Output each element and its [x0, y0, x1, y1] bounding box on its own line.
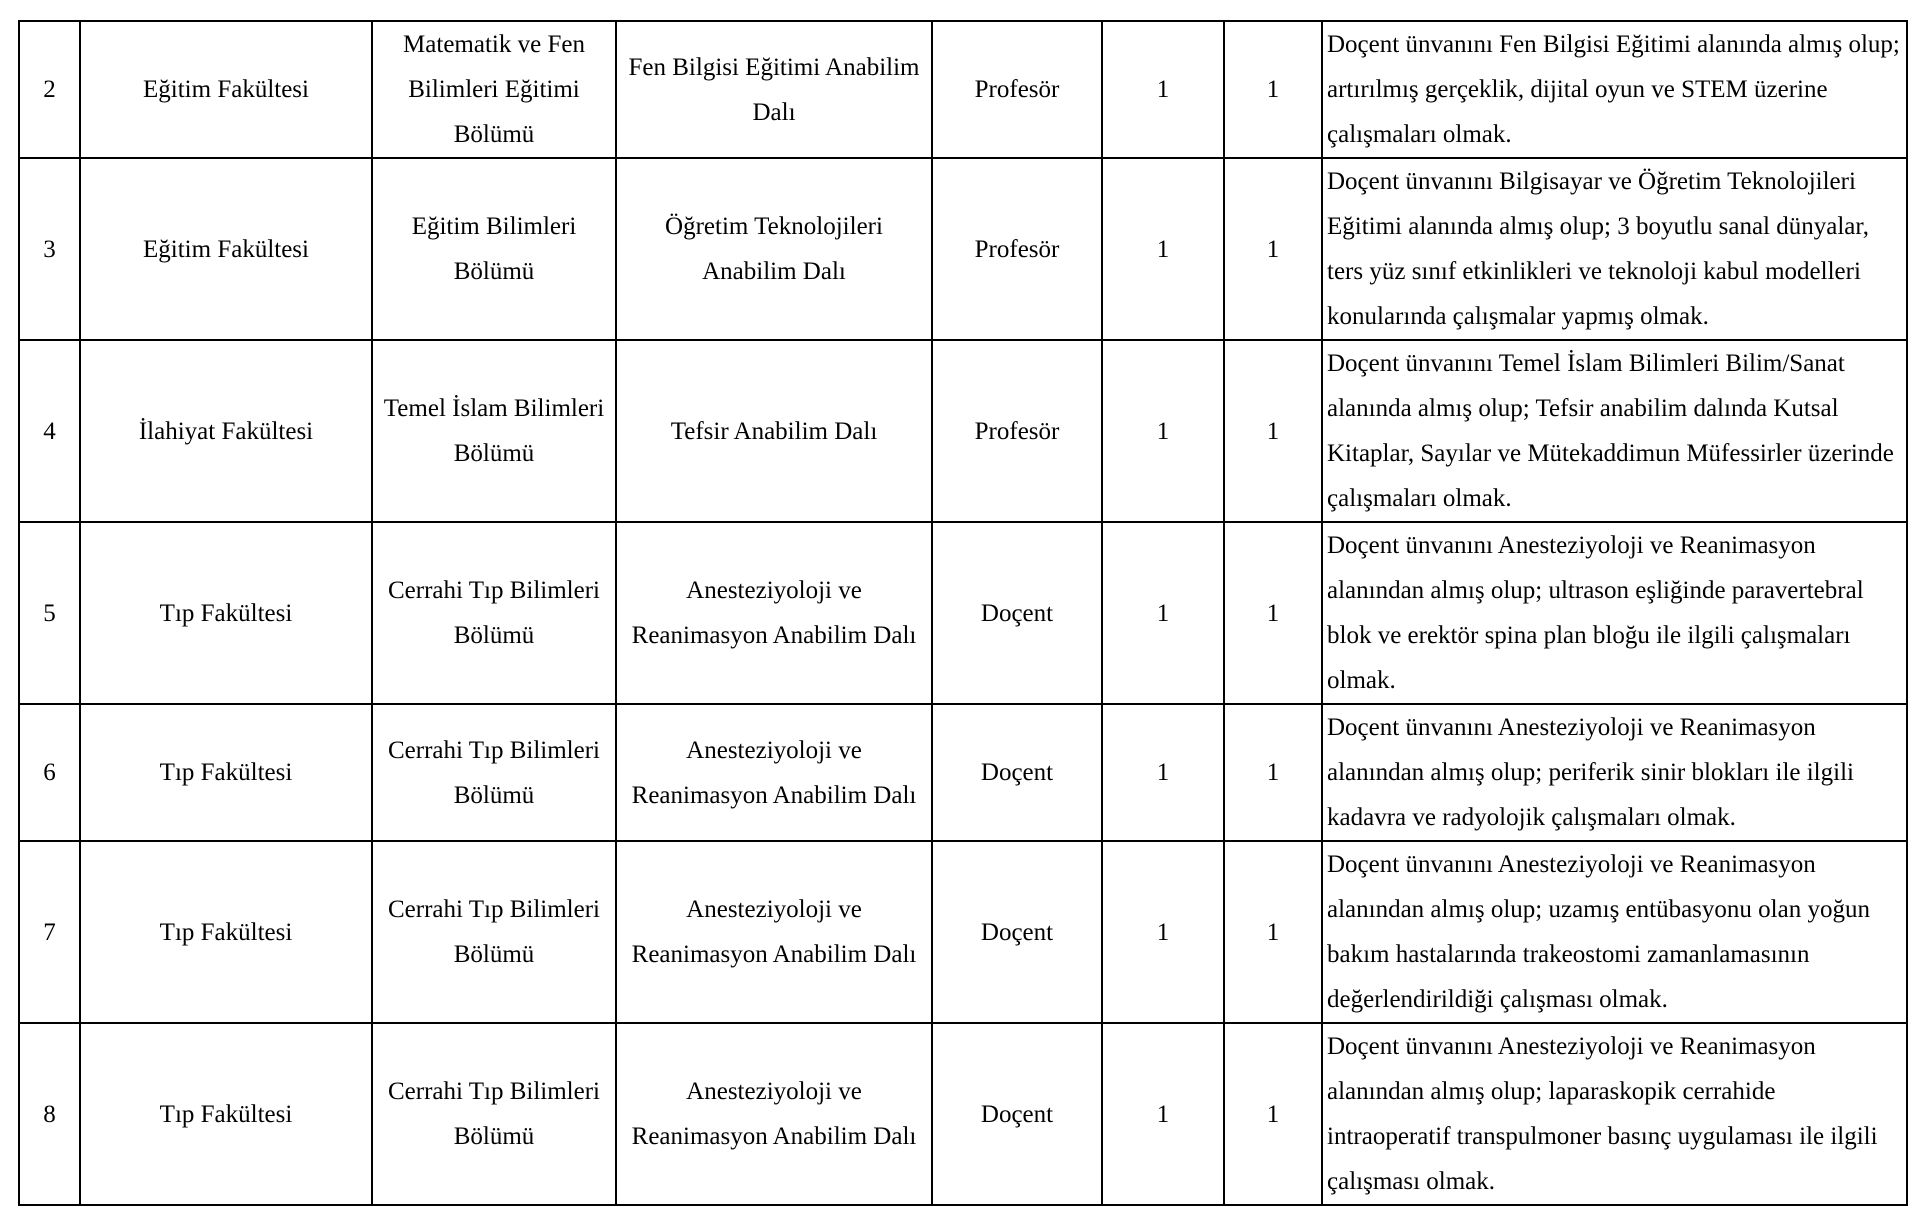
count-cell: 1 [1224, 158, 1322, 340]
table-row [19, 21, 1907, 158]
title-cell: Doçent [932, 522, 1102, 704]
division-cell: Anesteziyoloji ve Reanimasyon Anabilim Dalı [616, 841, 932, 1023]
faculty-cell: Tıp Fakültesi [80, 522, 372, 704]
department-cell: Matematik ve Fen Bilimleri Eğitimi Bölümü [372, 21, 616, 158]
title-cell: Profesör [932, 340, 1102, 522]
faculty-cell: Tıp Fakültesi [80, 841, 372, 1023]
count-cell: 1 [1224, 340, 1322, 522]
department-cell: Cerrahi Tıp Bilimleri Bölümü [372, 1023, 616, 1205]
row-number: 8 [19, 1023, 80, 1205]
table-row [19, 340, 1907, 522]
division-cell: Anesteziyoloji ve Reanimasyon Anabilim Dalı [616, 1023, 932, 1205]
degree-cell: 1 [1102, 1023, 1224, 1205]
division-cell: Anesteziyoloji ve Reanimasyon Anabilim Dalı [616, 522, 932, 704]
faculty-cell: Eğitim Fakültesi [80, 158, 372, 340]
title-cell: Doçent [932, 704, 1102, 841]
table-row [19, 158, 1907, 340]
requirement-cell: Doçent ünvanını Anesteziyoloji ve Reanimasyon alanından almış olup; periferik sinir blokları ile ilgili kadavra ve radyolojik çalışmaları olmak. [1322, 704, 1907, 841]
division-cell: Fen Bilgisi Eğitimi Anabilim Dalı [616, 21, 932, 158]
row-number: 6 [19, 704, 80, 841]
title-cell: Doçent [932, 841, 1102, 1023]
row-number: 7 [19, 841, 80, 1023]
count-cell: 1 [1224, 704, 1322, 841]
requirement-cell: Doçent ünvanını Anesteziyoloji ve Reanimasyon alanından almış olup; laparaskopik cerrahide intraoperatif transpulmoner basınç uygulaması ile ilgili çalışması olmak. [1322, 1023, 1907, 1205]
title-cell: Profesör [932, 158, 1102, 340]
count-cell: 1 [1224, 1023, 1322, 1205]
degree-cell: 1 [1102, 158, 1224, 340]
faculty-cell: Eğitim Fakültesi [80, 21, 372, 158]
requirement-cell: Doçent ünvanını Anesteziyoloji ve Reanimasyon alanından almış olup; ultrason eşliğinde paravertebral blok ve erektör spina plan bloğu ile ilgili çalışmaları olmak. [1322, 522, 1907, 704]
row-number: 5 [19, 522, 80, 704]
table-row [19, 704, 1907, 841]
faculty-cell: Tıp Fakültesi [80, 704, 372, 841]
department-cell: Temel İslam Bilimleri Bölümü [372, 340, 616, 522]
count-cell: 1 [1224, 522, 1322, 704]
count-cell: 1 [1224, 841, 1322, 1023]
title-cell: Doçent [932, 1023, 1102, 1205]
table-row [19, 1023, 1907, 1205]
department-cell: Cerrahi Tıp Bilimleri Bölümü [372, 522, 616, 704]
staff-position-table [18, 20, 1908, 1206]
division-cell: Anesteziyoloji ve Reanimasyon Anabilim Dalı [616, 704, 932, 841]
requirement-cell: Doçent ünvanını Temel İslam Bilimleri Bilim/Sanat alanında almış olup; Tefsir anabilim dalında Kutsal Kitaplar, Sayılar ve Mütekaddimun Müfessirler üzerinde çalışmaları olmak. [1322, 340, 1907, 522]
row-number: 2 [19, 21, 80, 158]
requirement-cell: Doçent ünvanını Bilgisayar ve Öğretim Teknolojileri Eğitimi alanında almış olup; 3 boyutlu sanal dünyalar, ters yüz sınıf etkinlikleri ve teknoloji kabul modelleri konularında çalışmalar yapmış olmak. [1322, 158, 1907, 340]
department-cell: Cerrahi Tıp Bilimleri Bölümü [372, 704, 616, 841]
degree-cell: 1 [1102, 522, 1224, 704]
degree-cell: 1 [1102, 21, 1224, 158]
degree-cell: 1 [1102, 340, 1224, 522]
row-number: 4 [19, 340, 80, 522]
requirement-cell: Doçent ünvanını Anesteziyoloji ve Reanimasyon alanından almış olup; uzamış entübasyonu olan yoğun bakım hastalarında trakeostomi zamanlamasının değerlendirildiği çalışması olmak. [1322, 841, 1907, 1023]
faculty-cell: İlahiyat Fakültesi [80, 340, 372, 522]
department-cell: Cerrahi Tıp Bilimleri Bölümü [372, 841, 616, 1023]
department-cell: Eğitim Bilimleri Bölümü [372, 158, 616, 340]
degree-cell: 1 [1102, 841, 1224, 1023]
degree-cell: 1 [1102, 704, 1224, 841]
count-cell: 1 [1224, 21, 1322, 158]
faculty-cell: Tıp Fakültesi [80, 1023, 372, 1205]
requirement-cell: Doçent ünvanını Fen Bilgisi Eğitimi alanında almış olup; artırılmış gerçeklik, dijital oyun ve STEM üzerine çalışmaları olmak. [1322, 21, 1907, 158]
table-row [19, 841, 1907, 1023]
division-cell: Tefsir Anabilim Dalı [616, 340, 932, 522]
title-cell: Profesör [932, 21, 1102, 158]
row-number: 3 [19, 158, 80, 340]
division-cell: Öğretim Teknolojileri Anabilim Dalı [616, 158, 932, 340]
table-row [19, 522, 1907, 704]
